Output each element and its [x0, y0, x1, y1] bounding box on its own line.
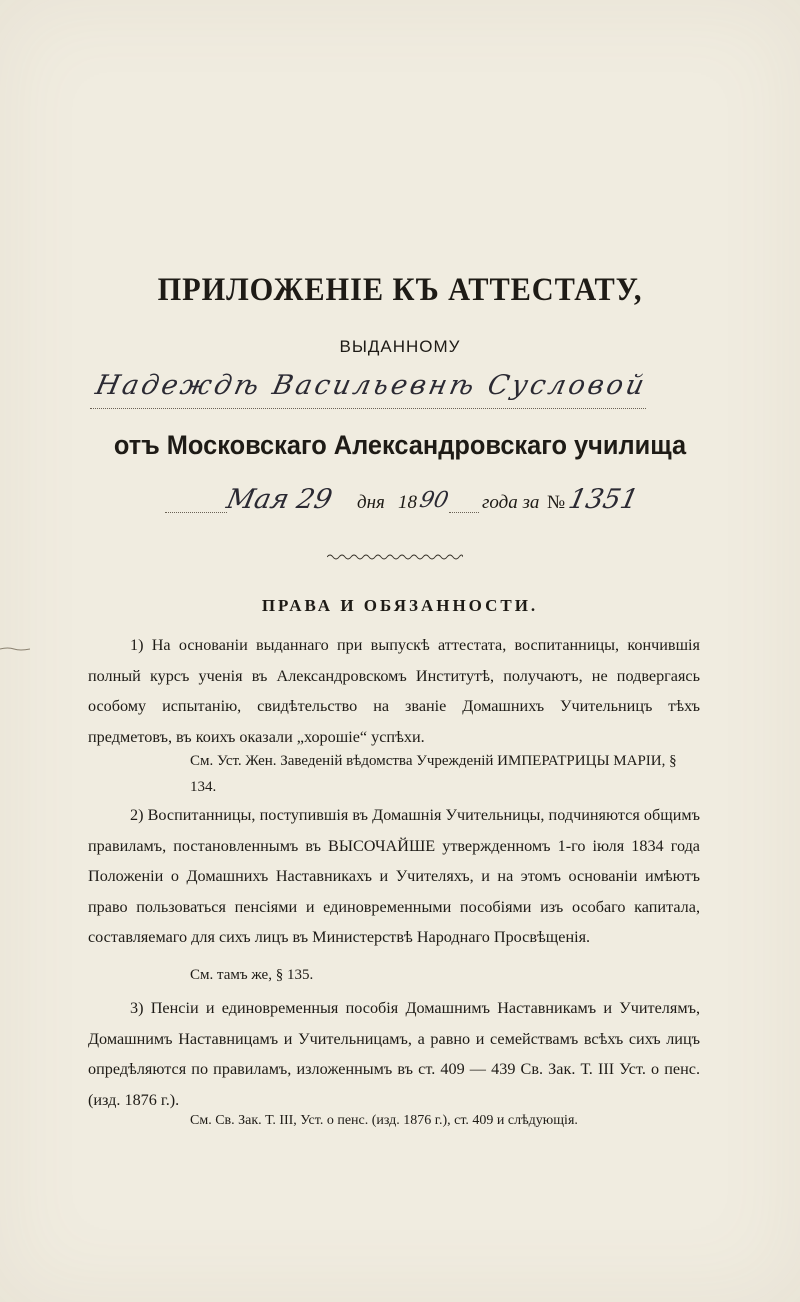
date-day-handwritten: Мая 29 [223, 484, 335, 515]
paragraph-text: 3) Пенсіи и единовременныя пособія Домашнимъ Наставникамъ и Учителямъ, Домашнимъ Наставницамъ и Учительницамъ, а равно и семействамъ всѣхъ сихъ лицъ опредѣляются по правиламъ, изложеннымъ въ ст. 409 — 439 Св. Зак. Т. III Уст. о пенс. (изд. 1876 г.). [88, 999, 700, 1109]
section-title: ПРАВА И ОБЯЗАННОСТИ. [261, 596, 539, 615]
paragraph-1-reference: См. Уст. Жен. Заведеній вѣдомства Учрежденій ИМПЕРАТРИЦЫ МАРІИ, § 134. [190, 753, 677, 795]
date-year-handwritten: 90 [417, 488, 451, 513]
year-label: года за [482, 492, 540, 513]
paragraph-2 [88, 800, 700, 953]
date-line [165, 484, 642, 522]
recipient-name-line [90, 368, 650, 409]
decorative-wavy-divider [327, 553, 463, 561]
number-sign: № [547, 492, 566, 513]
date-day-label: дня [357, 492, 385, 513]
date-year-prefix: 18 [398, 492, 417, 513]
year-dotted-leader [449, 486, 479, 513]
issued-to-label: ВЫДАННОМУ [339, 337, 461, 356]
school-name: отъ Московскаго Александровскаго училища [113, 430, 687, 460]
number-handwritten: 1351 [565, 484, 642, 515]
paragraph-2-reference: См. тамъ же, § 135. [190, 967, 314, 983]
paragraph-text: 2) Воспитанницы, поступившія въ Домашнія Учительницы, подчиняются общимъ правиламъ, постановленнымъ въ ВЫСОЧАЙШЕ утвержденномъ 1-го іюля 1834 года Положеніи о Домашнихъ Наставникахъ и Учителяхъ, и на этомъ основаніи имѣютъ право пользоваться пенсіями и единовременными пособіями изъ особаго капитала, составляемаго для сихъ лицъ въ Министерствѣ Народнаго Просвѣщенія. [88, 806, 700, 946]
recipient-name-handwritten: Надеждѣ Васильевнѣ Сусловой [92, 370, 650, 401]
paragraph-3-reference: См. Св. Зак. Т. III, Уст. о пенс. (изд. 1876 г.), ст. 409 и слѣдующія. [190, 1113, 578, 1128]
document-title: ПРИЛОЖЕНІЕ КЪ АТТЕСТАТУ, [157, 272, 643, 308]
paragraph-3 [88, 993, 700, 1115]
paragraph-text: 1) На основаніи выданнаго при выпускѣ аттестата, воспитанницы, кончившія полный курсъ ученія въ Александровскомъ Институтѣ, получаютъ, не подвергаясь особому испытанію, свидѣтельство на званіе Домашнихъ Учительницъ тѣхъ предметовъ, въ коихъ оказали „хорошіе“ успѣхи. [88, 636, 700, 746]
paragraph-1 [88, 630, 700, 752]
date-dotted-leader [165, 486, 227, 513]
scan-edge-mark [0, 646, 30, 652]
